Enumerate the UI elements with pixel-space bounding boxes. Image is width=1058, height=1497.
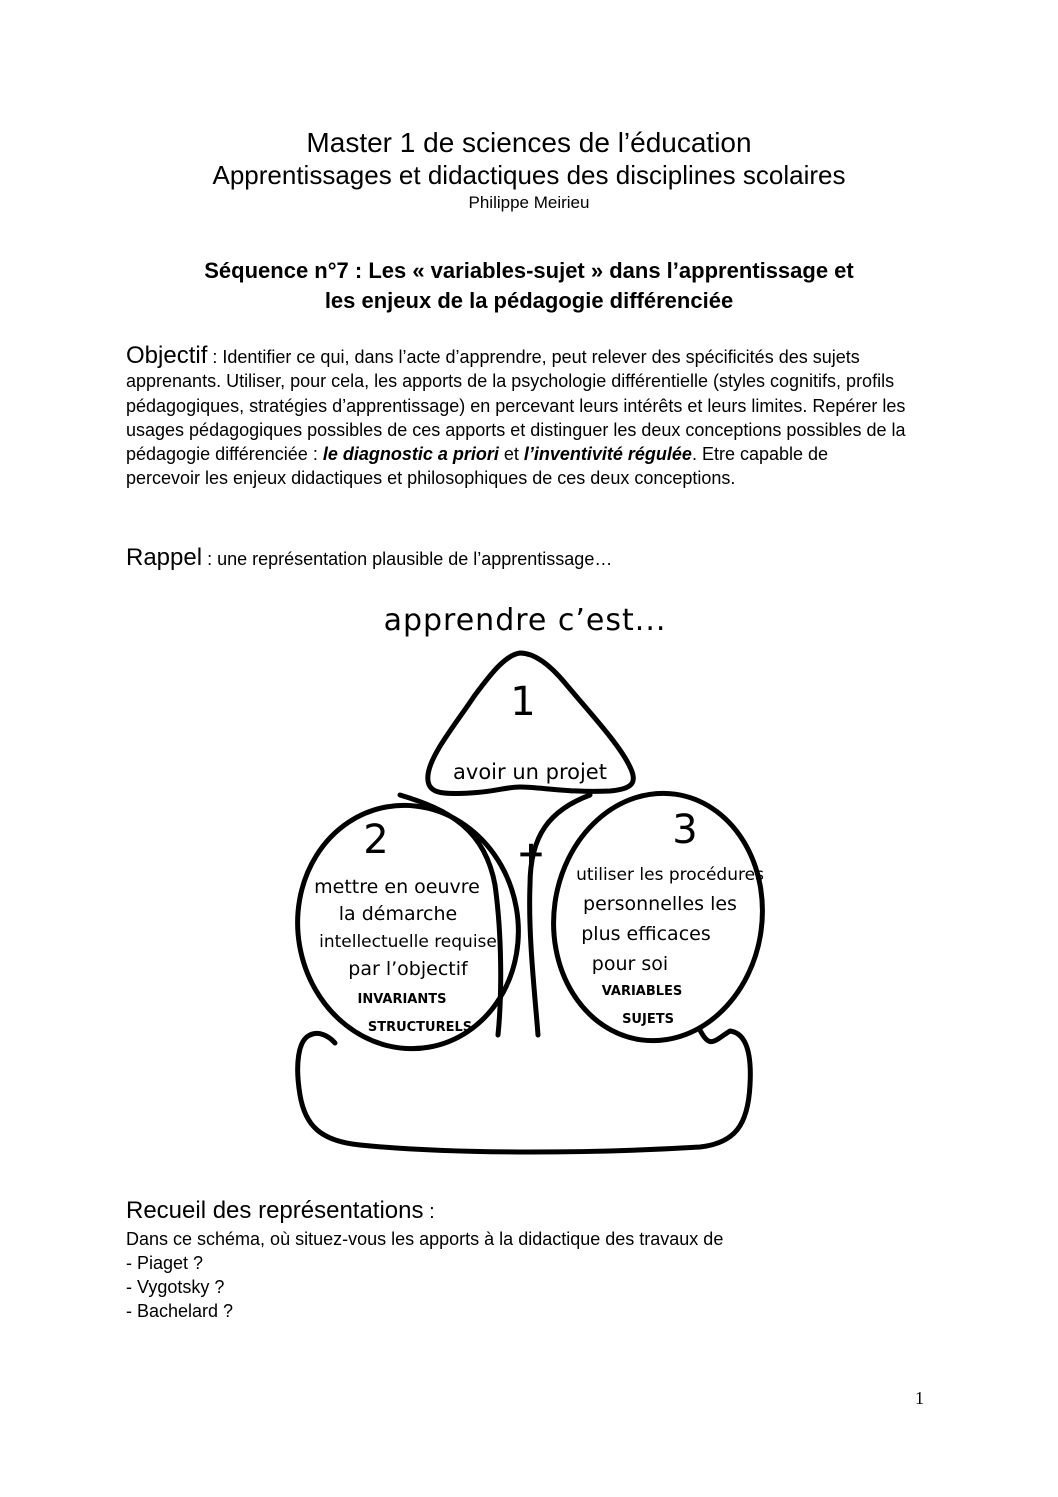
sequence-heading-line-2: les enjeux de la pédagogie différenciée xyxy=(324,288,734,313)
node-1-label: avoir un projet xyxy=(453,760,607,784)
base-left-lip xyxy=(310,1033,335,1043)
representations-heading-colon: : xyxy=(423,1201,435,1223)
node-3-line-3: plus efficaces xyxy=(581,923,711,945)
sequence-heading-line-1: Séquence n°7 : Les « variables-sujet » dans l’apprentissage et xyxy=(204,258,854,283)
objective-label: Objectif xyxy=(126,342,208,369)
node-2-line-3: intellectuelle requise xyxy=(319,932,497,952)
node-1-number: 1 xyxy=(510,679,536,725)
list-item: - Vygotsky ? xyxy=(126,1277,225,1297)
author-name: Philippe Meirieu xyxy=(468,193,590,212)
list-item: - Bachelard ? xyxy=(126,1301,234,1321)
node-2-line-4: par l’objectif xyxy=(348,958,468,980)
representations-heading-text: Recueil des représentations xyxy=(126,1197,424,1224)
node-2-line-2: la démarche xyxy=(338,903,458,925)
objective-paragraph xyxy=(126,344,906,491)
plus-sign: + xyxy=(516,834,546,874)
document-header xyxy=(0,126,1058,214)
node-3-line-4: pour soi xyxy=(591,953,669,975)
objective-emphasis-diagnostic: le diagnostic a priori xyxy=(322,444,499,465)
reminder-text: : une représentation plausible de l’apprentissage… xyxy=(202,549,613,569)
representations-heading xyxy=(126,1196,906,1227)
sequence-heading xyxy=(100,256,958,316)
list-item: - Piaget ? xyxy=(126,1253,204,1273)
node-3-line-2: personnelles les xyxy=(583,893,737,915)
reminder-label: Rappel xyxy=(126,544,203,571)
objective-emphasis-inventivite: l’inventivité régulée xyxy=(523,444,692,465)
base-container-shape xyxy=(298,1030,751,1152)
course-subtitle: Apprentissages et didactiques des disciplines scolaires xyxy=(212,160,846,190)
page-number: 1 xyxy=(915,1388,924,1408)
diagram-title: apprendre c’est... xyxy=(383,603,667,638)
objective-text-part-2: et xyxy=(498,444,524,465)
learning-diagram xyxy=(280,595,780,1170)
node-2-tag-line-2: STRUCTURELS xyxy=(367,1020,473,1035)
node-3-number: 3 xyxy=(672,807,698,853)
representations-question: Dans ce schéma, où situez-vous les apports à la didactique des travaux de xyxy=(126,1229,724,1249)
representations-section xyxy=(126,1196,906,1323)
node-3-tag-line-1: VARIABLES xyxy=(601,984,683,999)
reminder-line xyxy=(126,544,906,573)
objective-text-part-3: . Etre capable de percevoir les enjeux didactiques et philosophiques de ces deux conceptions. xyxy=(126,444,829,489)
objective-text-part-1: : Identifier ce qui, dans l’acte d’apprendre, peut relever des spécificités des sujets apprenants. Utiliser, pour cela, les apports de la psychologie différentielle (styles cognitifs, profils pédagogiques, stratégies d’apprentissage) en percevant leurs intérêts et leurs limites. Repérer les usages pédagogiques possibles de ces apports et distinguer les deux conceptions possibles de la pédagogie différenciée : xyxy=(126,347,906,465)
node-3-tag-line-2: SUJETS xyxy=(622,1012,674,1027)
node-2-number: 2 xyxy=(363,817,389,863)
node-2-tag-line-1: INVARIANTS xyxy=(357,992,447,1007)
node-2-line-1: mettre en oeuvre xyxy=(314,876,480,898)
node-3-line-1: utiliser les procédures xyxy=(576,865,764,885)
course-title: Master 1 de sciences de l’éducation xyxy=(306,127,752,158)
